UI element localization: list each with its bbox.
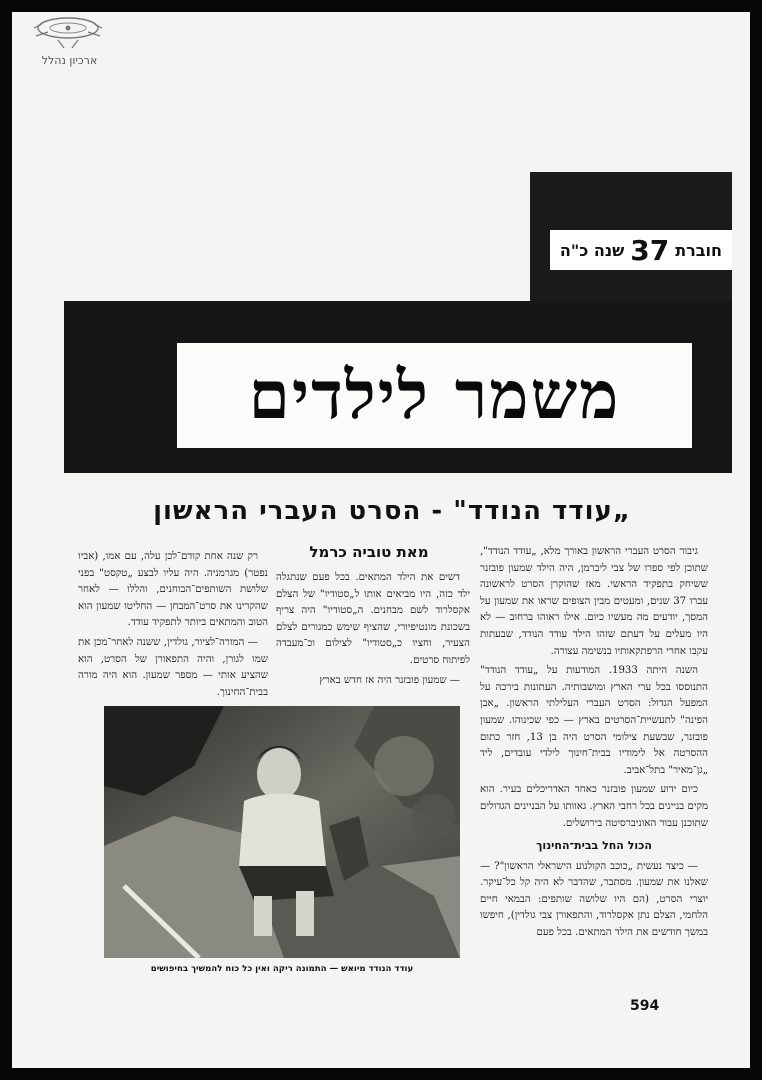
issue-year: שנה כ"ה [559,240,625,260]
paragraph: השנה היתה 1933. המודעות על „עודד הנודד" התנוססו בכל ערי הארץ ומושבותיה. העתונות בירכה על המפעל הגדול: הסרט העברי העלילתי הראשון. „אבן הפינה" לתעשיית־הסרטים בארץ — כפי שכינוהו. שמעון פובזנר, שבשעת צילומי הסרט היה בן 13, חזר כתום ההסרטה אל לימודיו בבית־חינוך לילדי עובדים, ליד „גן־מאיר" בתל־אביב. [480,665,709,776]
paragraph: — המורה־לציור, גולדין, ששנה לאחר־מכן את שמו לגורן, והיה התפאורן של הסרט, הוא שהציע אותי — מספר שמעון. הוא היה מורה בבית־החינוך. [78,636,268,698]
archive-stamp [14,14,124,78]
film-still-image [104,706,460,958]
archive-logo-icon [28,14,108,52]
paragraph: — כיצד נעשית „כוכב הקולנוע הישראלי הראשון"? — שאלנו את שמעון. מסתבר, שהדבר לא היה קל כל־עיקר. יוצרי הסרט, (הם היו שלושה שותפים: הבמאי חיים הלחמי, הצלם נתן אקסלרוד, והתפאורן צבי גולדין), חיפשו במשך חודשים את הילד המתאים. בכל פעם [480,860,708,939]
film-still-photo [104,706,460,958]
archive-stamp-text: ארכיון נהלל [41,54,98,67]
paragraph: כיום ידוע שמעון פובזנר כאחד האדריכלים בעיר. הוא מקים בניינים בכל רחבי הארץ. גאוותו על הבניינים הגדולים שתוכנן עבור האוניברסיטה בירושלים. [480,784,708,829]
article-byline: מאת טוביה כרמל [309,543,429,561]
paragraph: — שמעון פובזנר היה אז חדש בארץ [319,674,460,686]
magazine-title: משמר לילדים [248,356,621,434]
photo-caption: עודד הנודד מיואש — התמונה ריקה ואין כל כוח להמשיך בחיפושים [150,964,414,974]
paragraph: דשים את הילד המתאים. בכל פעם שנתגלה ילד כזה, היו מביאים אותו ל„סטודיו" של הצלם אקסלרוד לשם מבחנים. ה„סטודיו" היה צריף בשכונת מונטיפיורי, שהציף שימש כמגורים לצלם הצעיר, וחציו כ„סטודיו" לצילום וכ־מעבדה לפיתוח סרטים. [276,572,470,666]
paragraph: רק שנה אחת קודם־לכן עלה, עם אמו, (אביו נפטר) מגרמניה. היה עליו לבצע „טקסט" בפני שלושת השותפים־הבוחנים, והללו — לאחר שהקרינו את סרט־המבחן — החליטו שמעון הוא הטוב והמתאים ביותר לתפקיד עודד. [78,551,268,629]
article-headline: „עודד הנודד" - הסרט העברי הראשון [153,496,631,526]
magazine-page [12,12,750,1068]
article-column-left [78,549,268,704]
page-number: 594 [630,998,660,1014]
issue-label [550,230,732,270]
section-subheading: הכול החל בבית־החינוך [536,839,652,853]
article-column-middle [276,570,470,692]
paragraph: גיבור הסרט העברי הראשון באורך מלא, „עודד הנודד", שתוכן לפי ספרו של צבי ליברמן, היה הילד שמעון פובזנר ששיחק בתפקיד הראשי. מאז שהוקרן הסרט לראשונה עברו 37 שנים, ומעטים מבין הצופים שראו את שמעון על המסך, יודעים מה מעשיו כיום. אילו ראוהו ברחוב — לא היו מעלים על דעתם שזהו הילד עודד הנודד, שבעתות עקבו אחרי הרפתקאותיו בנשימה עצורה. [480,546,708,657]
issue-word: חוברת [675,240,722,260]
issue-number: 37 [630,233,670,267]
article-column-right [480,544,708,945]
